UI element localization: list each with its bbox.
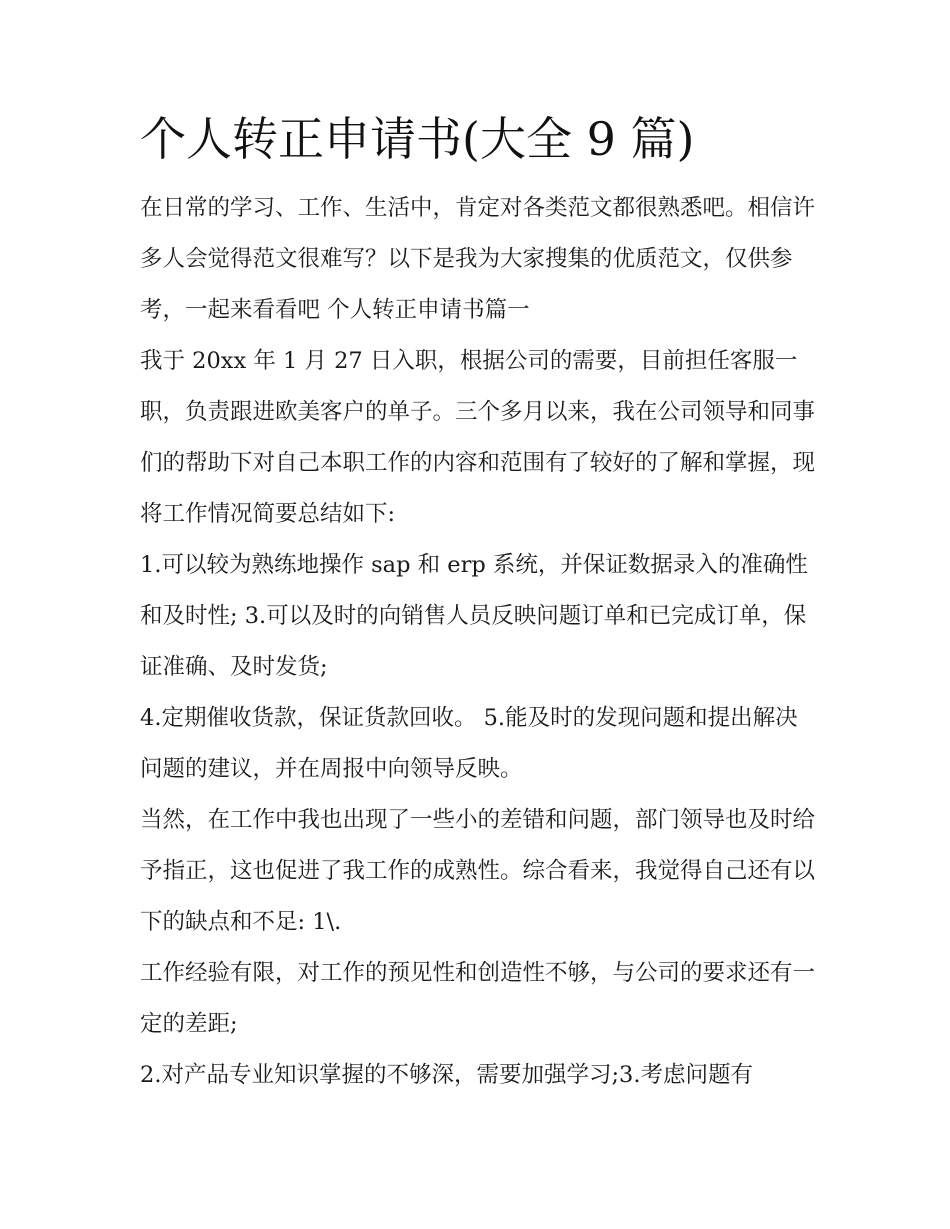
paragraph-intro: 在日常的学习、工作、生活中，肯定对各类范文都很熟悉吧。相信许多人会觉得范文很难写？以下是我为大家搜集的优质范文，仅供参考，一起来看看吧 个人转正申请书篇一 (140, 195, 816, 324)
paragraph-experience: 工作经验有限，对工作的预见性和创造性不够，与公司的要求还有一定的差距; (140, 960, 816, 1038)
paragraph-shortcomings: 当然，在工作中我也出现了一些小的差错和问题，部门领导也及时给予指正，这也促进了我工作的成熟性。综合看来，我觉得自己还有以下的缺点和不足: 1\. (140, 807, 816, 936)
paragraph-duties-1: 1.可以较为熟练地操作 sap 和 erp 系统，并保证数据录入的准确性和及时性; 3.可以及时的向销售人员反映问题订单和已完成订单，保证准确、及时发货; (140, 552, 808, 681)
document-body (140, 112, 815, 1101)
paragraph-entry: 我于 20xx 年 1 月 27 日入职，根据公司的需要，目前担任客服一职，负责跟进欧美客户的单子。三个多月以来，我在公司领导和同事们的帮助下对自己本职工作的内容和范围有了较好的了解和掌握，现将工作情况简要总结如下: (140, 348, 816, 528)
paragraph-duties-2: 4.定期催收货款，保证货款回收。 5.能及时的发现问题和提出解决问题的建议，并在周报中向领导反映。 (140, 705, 798, 783)
paragraph-knowledge: 2.对产品专业知识掌握的不够深，需要加强学习;3.考虑问题有 (140, 1062, 754, 1089)
document-title: 个人转正申请书(大全 9 篇) (140, 112, 695, 166)
